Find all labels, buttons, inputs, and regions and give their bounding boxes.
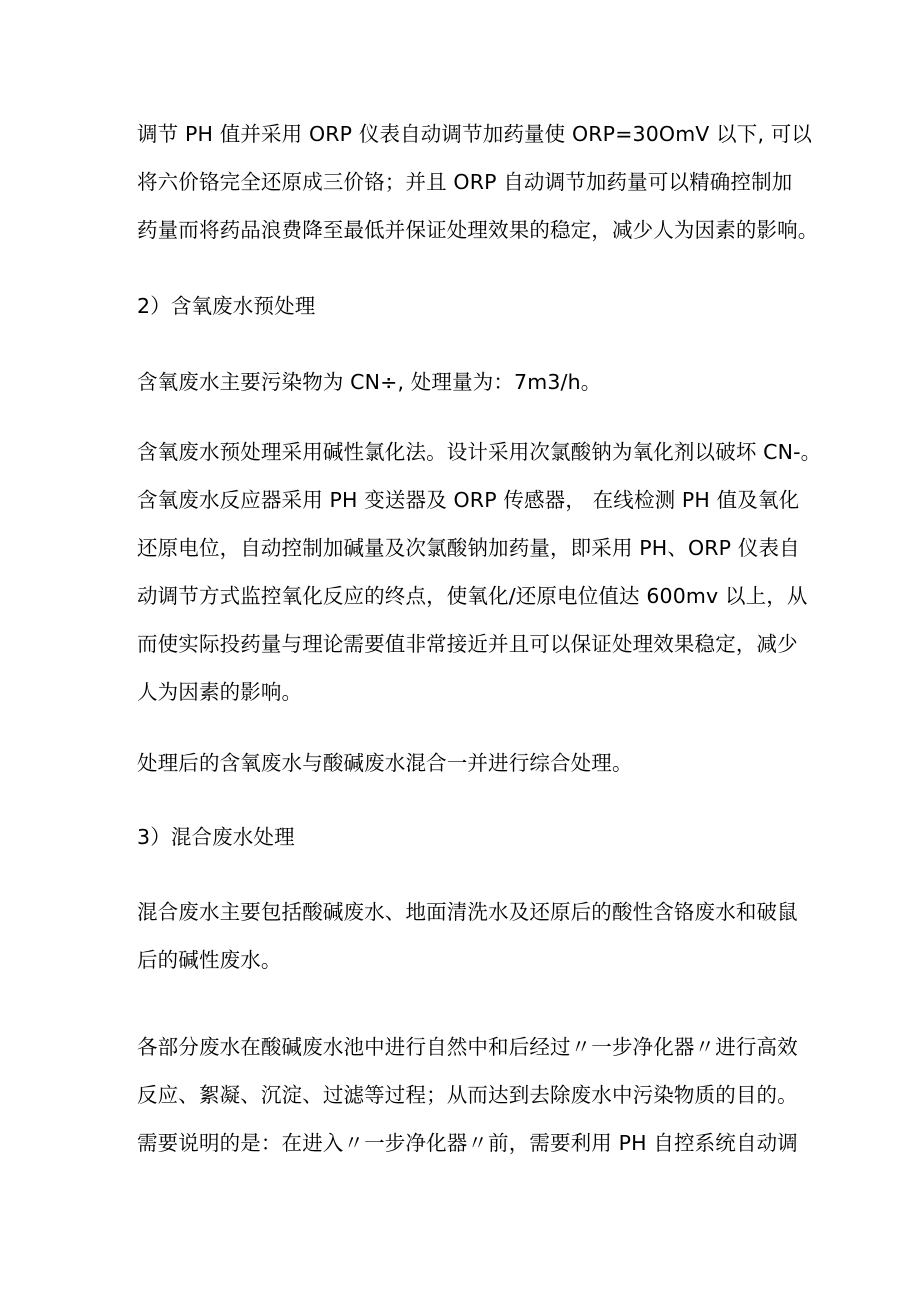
paragraph-1-line-2: 将六价铬完全还原成三价铬；并且 ORP 自动调节加药量可以精确控制加 xyxy=(137,170,793,194)
section-heading-2: 2）含氧废水预处理 xyxy=(137,294,316,318)
section-heading-3: 3）混合废水处理 xyxy=(137,825,295,849)
paragraph-1-line-1: 调节 PH 值并采用 ORP 仪表自动调节加药量使 ORP=30OmV 以下, 可以 xyxy=(137,122,813,146)
paragraph-5-line-2: 后的碱性废水。 xyxy=(137,948,282,972)
paragraph-6-line-2: 反应、絮凝、沉淀、过滤等过程；从而达到去除废水中污染物质的目的。 xyxy=(137,1083,798,1107)
paragraph-1-line-3: 药量而将药品浪费降至最低并保证处理效果的稳定，减少人为因素的影响。 xyxy=(137,218,819,242)
paragraph-2: 含氧废水主要污染物为 CN÷, 处理量为：7m3/h。 xyxy=(137,370,602,394)
paragraph-3-line-6: 人为因素的影响。 xyxy=(137,680,303,704)
paragraph-5-line-1: 混合废水主要包括酸碱废水、地面清洗水及还原后的酸性含铬废水和破鼠 xyxy=(137,900,798,924)
paragraph-6-line-1: 各部分废水在酸碱废水池中进行自然中和后经过〃一步净化器〃进行高效 xyxy=(137,1035,798,1059)
paragraph-4: 处理后的含氧废水与酸碱废水混合一并进行综合处理。 xyxy=(137,751,633,775)
paragraph-3-line-1: 含氧废水预处理采用碱性氯化法。设计采用次氯酸钠为氧化剂以破坏 CN-。 xyxy=(137,440,822,464)
paragraph-3-line-3: 还原电位，自动控制加碱量及次氯酸钠加药量，即采用 PH、ORP 仪表自 xyxy=(137,536,800,560)
paragraph-3-line-2: 含氧废水反应器采用 PH 变送器及 ORP 传感器， 在线检测 PH 值及氧化 xyxy=(137,488,800,512)
paragraph-3-line-4: 动调节方式监控氧化反应的终点，使氧化/还原电位值达 600mv 以上，从 xyxy=(137,584,808,608)
paragraph-3-line-5: 而使实际投药量与理论需要值非常接近并且可以保证处理效果稳定，减少 xyxy=(137,632,798,656)
paragraph-6-line-3: 需要说明的是：在进入〃一步净化器〃前，需要利用 PH 自控系统自动调 xyxy=(137,1131,798,1155)
